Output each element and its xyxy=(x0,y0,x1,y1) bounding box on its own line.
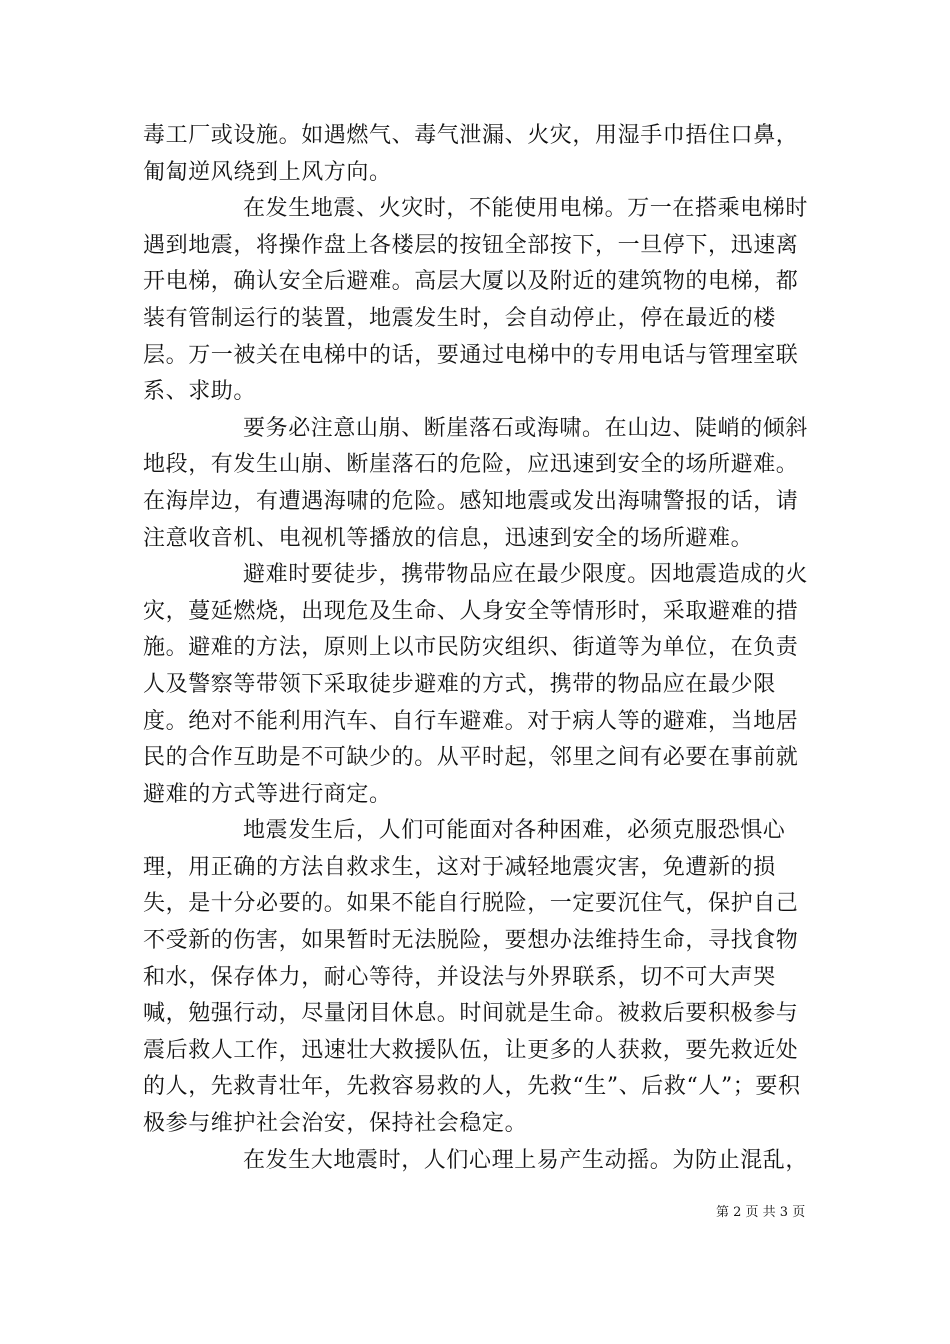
paragraph-3: 要务必注意山崩、断崖落石或海啸。在山边、陡峭的倾斜地段，有发生山崩、断崖落石的危险，应迅速到安全的场所避难。在海岸边，有遭遇海啸的危险。感知地震或发出海啸警报的话，请注意收音机、电视机等播放的信息，迅速到安全的场所避难。 xyxy=(143,415,809,551)
paragraph-2: 在发生地震、火灾时，不能使用电梯。万一在搭乘电梯时遇到地震，将操作盘上各楼层的按钮全部按下，一旦停下，迅速离开电梯，确认安全后避难。高层大厦以及附近的建筑物的电梯，都装有管制运行的装置，地震发生时，会自动停止，停在最近的楼层。万一被关在电梯中的话，要通过电梯中的专用电话与管理室联系、求助。 xyxy=(143,196,809,405)
paragraph-4: 避难时要徒步，携带物品应在最少限度。因地震造成的火灾，蔓延燃烧，出现危及生命、人身安全等情形时，采取避难的措施。避难的方法，原则上以市民防灾组织、街道等为单位，在负责人及警察等带领下采取徒步避难的方式，携带的物品应在最少限度。绝对不能利用汽车、自行车避难。对于病人等的避难，当地居民的合作互助是不可缺少的。从平时起，邻里之间有必要在事前就避难的方式等进行商定。 xyxy=(143,562,809,807)
document-body xyxy=(143,118,808,1179)
page-number-footer: 第 2 页 共 3 页 xyxy=(716,1205,806,1220)
paragraph-5: 地震发生后，人们可能面对各种困难，必须克服恐惧心理，用正确的方法自救求生，这对于减轻地震灾害，免遭新的损失，是十分必要的。如果不能自行脱险，一定要沉住气，保护自己不受新的伤害，如果暂时无法脱险，要想办法维持生命，寻找食物和水，保存体力，耐心等待，并设法与外界联系，切不可大声哭喊，勉强行动，尽量闭目休息。时间就是生命。被救后要积极参与震后救人工作，迅速壮大救援队伍，让更多的人获救，要先救近处的人，先救青壮年，先救容易救的人，先救“生”、后救“人”；要积极参与维护社会治安，保持社会稳定。 xyxy=(143,818,801,1137)
paragraph-6: 在发生大地震时，人们心理上易产生动摇。为防止混乱， xyxy=(243,1147,809,1173)
paragraph-1: 毒工厂或设施。如遇燃气、毒气泄漏、火灾，用湿手巾捂住口鼻，匍匐逆风绕到上风方向。 xyxy=(143,123,799,185)
